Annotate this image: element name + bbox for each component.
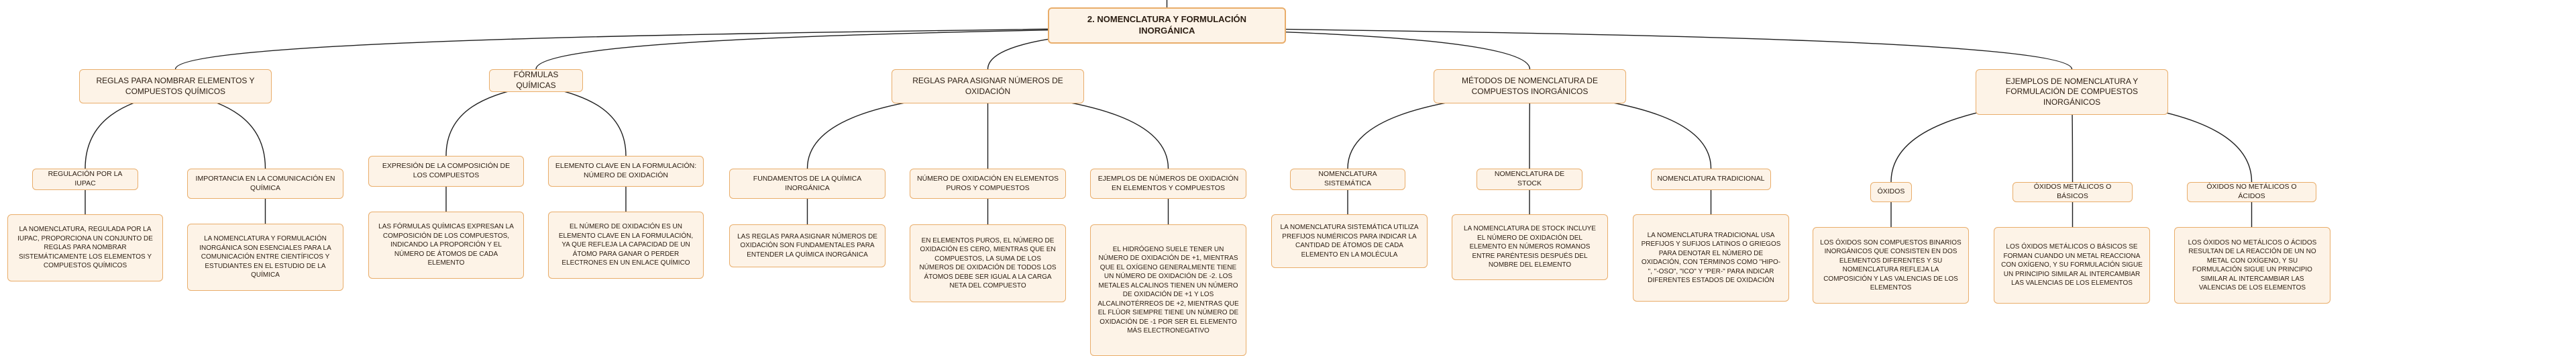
branch-node-reglas-nombrar: REGLAS PARA NOMBRAR ELEMENTOS Y COMPUESTOS QUÍMICOS <box>79 69 272 103</box>
subtopic-node-oxidos-metalicos: ÓXIDOS METÁLICOS O BÁSICOS <box>2012 182 2133 202</box>
detail-node-regulacion-iupac: LA NOMENCLATURA, REGULADA POR LA IUPAC, PROPORCIONA UN CONJUNTO DE REGLAS PARA NOMBRAR SISTEMÁTICAMENTE LOS ELEMENTOS Y COMPUESTOS QUÍMICOS <box>7 214 163 281</box>
edge-root-branch-4 <box>1167 26 2072 69</box>
detail-node-ejemplos-oxidacion: EL HIDRÓGENO SUELE TENER UN NÚMERO DE OXIDACIÓN DE +1, MIENTRAS QUE EL OXÍGENO GENERALMENTE TIENE UN NÚMERO DE OXIDACIÓN DE -2. LOS METALES ALCALINOS TIENEN UN NÚMERO DE OXIDACIÓN DE +1 Y LOS ALCALINOTÉRREOS DE +2, MIENTRAS QUE EL FLÚOR SIEMPRE TIENE UN NÚMERO DE OXIDACIÓN DE -1 POR SER EL ELEMENTO MÁS ELECTRONEGATIVO <box>1090 224 1246 356</box>
detail-node-nomenclatura-tradicional: LA NOMENCLATURA TRADICIONAL USA PREFIJOS Y SUFIJOS LATINOS O GRIEGOS PARA DENOTAR EL NÚMERO DE OXIDACIÓN, CON TÉRMINOS COMO "HIPO-", "-OSO", "ICO" Y "PER-" PARA INDICAR DIFERENTES ESTADOS DE OXIDACIÓN <box>1633 214 1789 302</box>
branch-node-reglas-asignar: REGLAS PARA ASIGNAR NÚMEROS DE OXIDACIÓN <box>892 69 1084 103</box>
subtopic-node-nomenclatura-stock: NOMENCLATURA DE STOCK <box>1477 169 1582 190</box>
branch-node-ejemplos-formulacion: EJEMPLOS DE NOMENCLATURA Y FORMULACIÓN DE COMPUESTOS INORGÁNICOS <box>1976 69 2168 115</box>
detail-node-expresion-composicion: LAS FÓRMULAS QUÍMICAS EXPRESAN LA COMPOSICIÓN DE LOS COMPUESTOS, INDICANDO LA PROPORCIÓN Y EL NÚMERO DE ÁTOMOS DE CADA ELEMENTO <box>368 212 524 279</box>
subtopic-node-regulacion-iupac: REGULACIÓN POR LA IUPAC <box>32 169 138 190</box>
detail-node-nomenclatura-sistematica: LA NOMENCLATURA SISTEMÁTICA UTILIZA PREFIJOS NUMÉRICOS PARA INDICAR LA CANTIDAD DE ÁTOMOS DE CADA ELEMENTO EN LA MOLÉCULA <box>1271 214 1428 268</box>
root-node: 2. NOMENCLATURA Y FORMULACIÓN INORGÁNICA <box>1048 7 1286 44</box>
subtopic-node-oxidos: ÓXIDOS <box>1870 182 1912 202</box>
detail-node-oxidos-no-metalicos: LOS ÓXIDOS NO METÁLICOS O ÁCIDOS RESULTAN DE LA REACCIÓN DE UN NO METAL CON OXÍGENO, Y SU FORMULACIÓN SIGUE UN PRINCIPIO SIMILAR AL INTERCAMBIAR LAS VALENCIAS DE LOS ELEMENTOS <box>2174 227 2330 304</box>
subtopic-node-nomenclatura-sistematica: NOMENCLATURA SISTEMÁTICA <box>1290 169 1405 190</box>
subtopic-node-elementos-puros: NÚMERO DE OXIDACIÓN EN ELEMENTOS PUROS Y COMPUESTOS <box>910 169 1066 199</box>
detail-node-oxidos: LOS ÓXIDOS SON COMPUESTOS BINARIOS INORGÁNICOS QUE CONSISTEN EN DOS ELEMENTOS DIFERENTES Y SU NOMENCLATURA REFLEJA LA COMPOSICIÓN Y LAS VALENCIAS DE LOS ELEMENTOS <box>1813 227 1969 304</box>
detail-node-oxidos-metalicos: LOS ÓXIDOS METÁLICOS O BÁSICOS SE FORMAN CUANDO UN METAL REACCIONA CON OXÍGENO, Y SU FORMULACIÓN SIGUE UN PRINCIPIO SIMILAR AL INTERCAMBIAR LAS VALENCIAS DE LOS ELEMENTOS <box>1994 227 2150 304</box>
subtopic-node-elemento-clave: ELEMENTO CLAVE EN LA FORMULACIÓN: NÚMERO DE OXIDACIÓN <box>548 156 704 187</box>
subtopic-node-ejemplos-oxidacion: EJEMPLOS DE NÚMEROS DE OXIDACIÓN EN ELEMENTOS Y COMPUESTOS <box>1090 169 1246 199</box>
branch-node-formulas-quimicas: FÓRMULAS QUÍMICAS <box>489 69 583 92</box>
detail-node-elemento-clave: EL NÚMERO DE OXIDACIÓN ES UN ELEMENTO CLAVE EN LA FORMULACIÓN, YA QUE REFLEJA LA CAPACIDAD DE UN ÁTOMO PARA GANAR O PERDER ELECTRONES EN UN ENLACE QUÍMICO <box>548 212 704 279</box>
subtopic-node-oxidos-no-metalicos: ÓXIDOS NO METÁLICOS O ÁCIDOS <box>2187 182 2316 202</box>
branch-node-metodos-nomenclatura: MÉTODOS DE NOMENCLATURA DE COMPUESTOS INORGÁNICOS <box>1434 69 1626 103</box>
subtopic-node-nomenclatura-tradicional: NOMENCLATURA TRADICIONAL <box>1651 169 1771 190</box>
subtopic-node-fundamentos: FUNDAMENTOS DE LA QUÍMICA INORGÁNICA <box>729 169 885 199</box>
detail-node-elementos-puros: EN ELEMENTOS PUROS, EL NÚMERO DE OXIDACIÓN ES CERO, MIENTRAS QUE EN COMPUESTOS, LA SUMA DE LOS NÚMEROS DE OXIDACIÓN DE TODOS LOS ÁTOMOS DEBE SER IGUAL A LA CARGA NETA DEL COMPUESTO <box>910 224 1066 302</box>
subtopic-node-importancia-comunicacion: IMPORTANCIA EN LA COMUNICACIÓN EN QUÍMICA <box>187 169 343 199</box>
subtopic-node-expresion-composicion: EXPRESIÓN DE LA COMPOSICIÓN DE LOS COMPUESTOS <box>368 156 524 187</box>
detail-node-importancia-comunicacion: LA NOMENCLATURA Y FORMULACIÓN INORGÁNICA SON ESENCIALES PARA LA COMUNICACIÓN ENTRE CIENTÍFICOS Y ESTUDIANTES EN EL ESTUDIO DE LA QUÍMICA <box>187 224 343 291</box>
detail-node-fundamentos: LAS REGLAS PARA ASIGNAR NÚMEROS DE OXIDACIÓN SON FUNDAMENTALES PARA ENTENDER LA QUÍMICA INORGÁNICA <box>729 224 885 267</box>
detail-node-nomenclatura-stock: LA NOMENCLATURA DE STOCK INCLUYE EL NÚMERO DE OXIDACIÓN DEL ELEMENTO EN NÚMEROS ROMANOS ENTRE PARÉNTESIS DESPUÉS DEL NOMBRE DEL ELEMENTO <box>1452 214 1608 280</box>
edge-root-branch-0 <box>176 26 1167 69</box>
